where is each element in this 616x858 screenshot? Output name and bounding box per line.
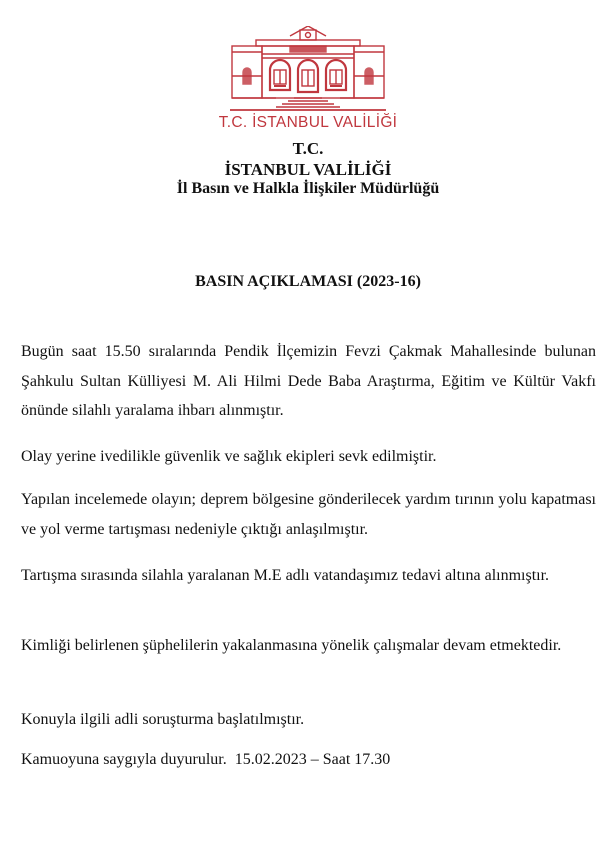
paragraph-text: Tartışma sırasında silahla yaralanan M.E adlı vatandaşımız tedavi altına alınmıştır. bbox=[21, 567, 550, 584]
header-tc: T.C. bbox=[292, 139, 324, 158]
logo-caption: T.C. İSTANBUL VALİLİĞİ bbox=[218, 114, 398, 131]
press-release-title: BASIN AÇIKLAMASI (2023-16) bbox=[195, 273, 421, 290]
paragraph-4 bbox=[21, 561, 596, 591]
paragraph-2 bbox=[21, 442, 596, 472]
paragraph-1 bbox=[21, 337, 596, 426]
paragraph-5 bbox=[21, 631, 596, 661]
paragraph-text: Olay yerine ivedilikle güvenlik ve sağlık ekipleri sevk edilmiştir. bbox=[21, 448, 437, 465]
paragraph-text: Yapılan incelemede olayın; deprem bölgesine gönderilecek yardım tırının yolu kapatması ve yol verme tartışması nedeniyle çıktığı anlaşılmıştır. bbox=[21, 491, 596, 538]
paragraph-6 bbox=[21, 705, 596, 735]
paragraph-text: Kamuoyuna saygıyla duyurulur. 15.02.2023 – Saat 17.30 bbox=[21, 751, 391, 768]
header-governorship: İSTANBUL VALİLİĞİ bbox=[224, 160, 392, 179]
governorship-building-icon bbox=[228, 26, 388, 114]
header-department: İl Basın ve Halkla İlişkiler Müdürlüğü bbox=[176, 180, 440, 197]
paragraph-text: Konuyla ilgili adli soruşturma başlatılmıştır. bbox=[21, 711, 305, 728]
paragraph-text: Bugün saat 15.50 sıralarında Pendik İlçemizin Fevzi Çakmak Mahallesinde bulunan Şahkulu Sultan Külliyesi M. Ali Hilmi Dede Baba Araştırma, Eğitim ve Kültür Vakfı önünde silahlı yaralama ihbarı alınmıştır. bbox=[21, 343, 596, 419]
paragraph-text: Kimliği belirlenen şüphelilerin yakalanmasına yönelik çalışmalar devam etmektedir. bbox=[21, 637, 562, 654]
closing-line bbox=[21, 745, 596, 775]
paragraph-3 bbox=[21, 485, 596, 544]
